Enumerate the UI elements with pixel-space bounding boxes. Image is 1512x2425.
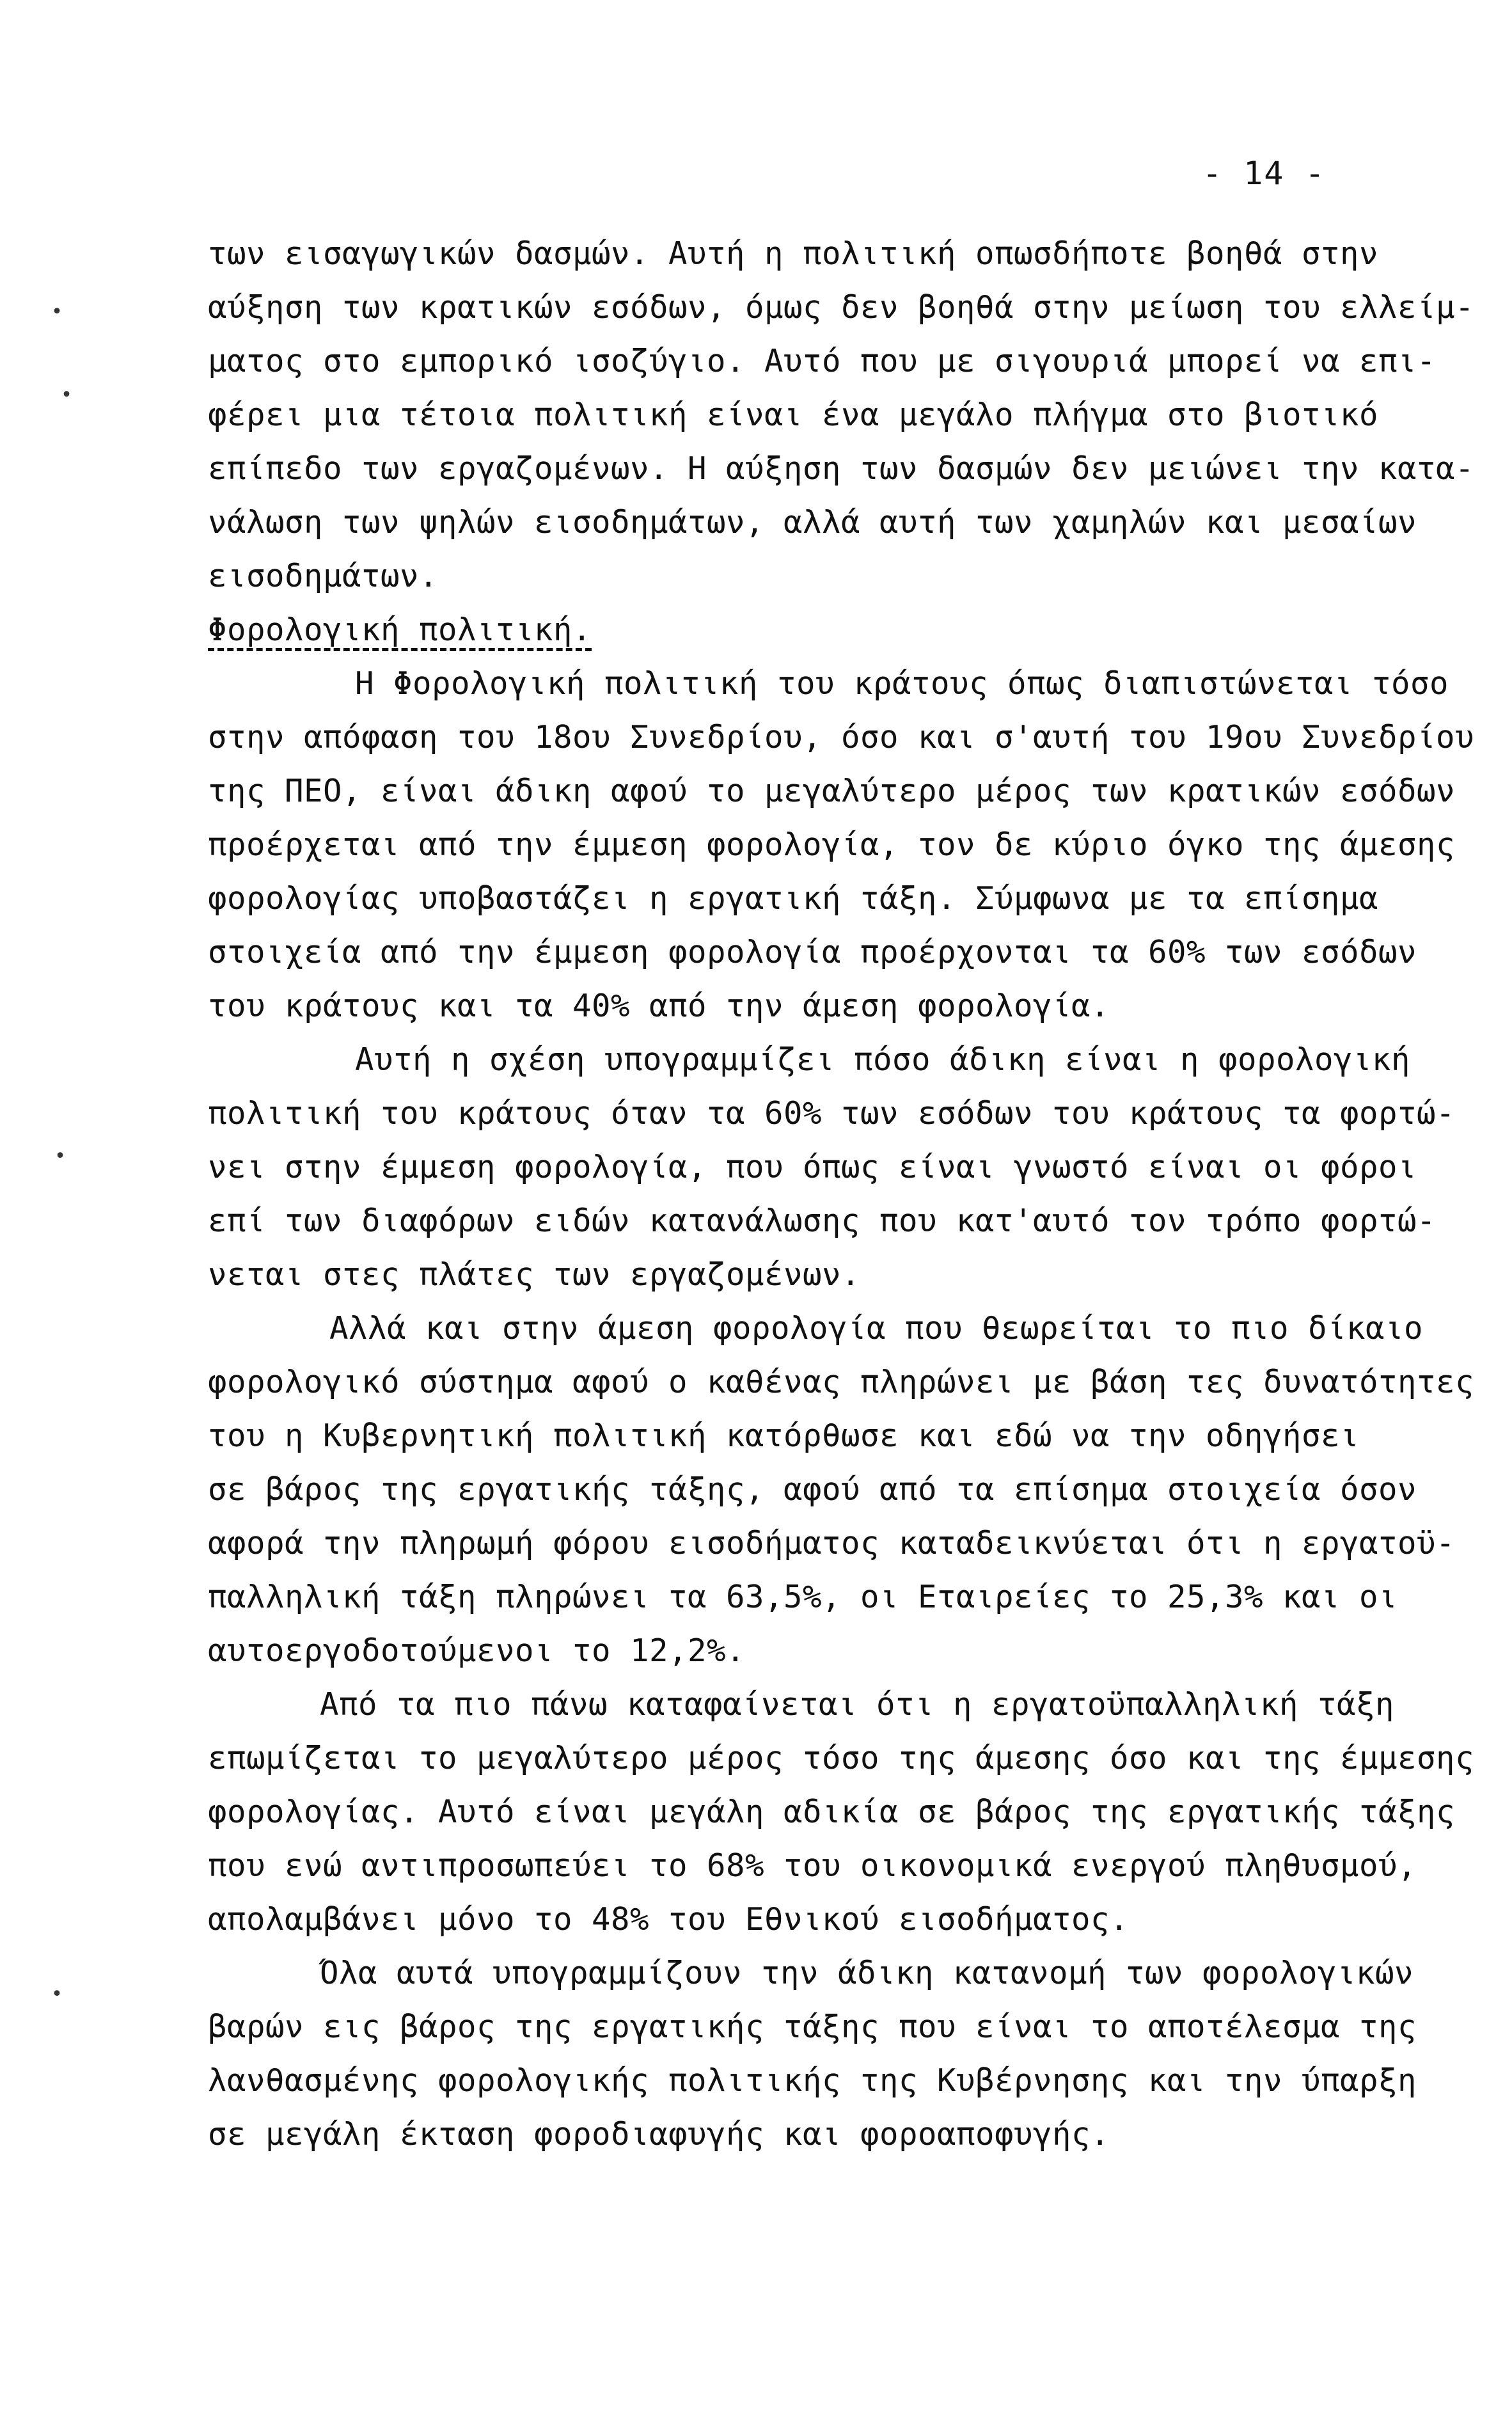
paragraph-first-line: Η Φορολογική πολιτική του κράτους όπως διαπιστώνεται τόσο (355, 665, 1449, 702)
body-line: επί των διαφόρων ειδών κατανάλωσης που κατ'αυτό τον τρόπο φορτώ- (208, 1203, 1437, 1239)
body-line: των εισαγωγικών δασμών. Αυτή η πολιτική οπωσδήποτε βοηθά στην (208, 235, 1379, 272)
body-line: φορολογίας υποβαστάζει η εργατική τάξη. Σύμφωνα με τα επίσημα (208, 880, 1379, 917)
body-line: λανθασμένης φορολογικής πολιτικής της Κυβέρνησης και την ύπαρξη (208, 2062, 1417, 2099)
body-line: εισοδημάτων. (208, 558, 439, 594)
body-line: προέρχεται από την έμμεση φορολογία, τον δε κύριο όγκο της άμεσης (208, 826, 1456, 863)
body-line: του κράτους και τα 40% από την άμεση φορολογία. (208, 988, 1110, 1024)
body-line: νει στην έμμεση φορολογία, που όπως είναι γνωστό είναι οι φόροι (208, 1149, 1417, 1185)
body-line: βαρών εις βάρος της εργατικής τάξης που είναι το αποτέλεσμα της (208, 2009, 1417, 2045)
body-line: νεται στες πλάτες των εργαζομένων. (208, 1256, 861, 1293)
body-line: αύξηση των κρατικών εσόδων, όμως δεν βοηθά στην μείωση του ελλείμ- (208, 289, 1475, 326)
body-line: επωμίζεται το μεγαλύτερο μέρος τόσο της άμεσης όσο και της έμμεσης (208, 1740, 1475, 1776)
body-line: φέρει μια τέτοια πολιτική είναι ένα μεγάλο πλήγμα στο βιοτικό (208, 397, 1379, 433)
body-line: φορολογίας. Αυτό είναι μεγάλη αδικία σε βάρος της εργατικής τάξης (208, 1794, 1456, 1830)
body-line: φορολογικό σύστημα αφού ο καθένας πληρώνει με βάση τες δυνατότητες (208, 1364, 1475, 1400)
scan-speck: • (54, 1145, 67, 1167)
body-line: σε βάρος της εργατικής τάξης, αφού από τα επίσημα στοιχεία όσον (208, 1471, 1417, 1508)
body-line: σε μεγάλη έκταση φοροδιαφυγής και φοροαποφυγής. (208, 2116, 1110, 2152)
body-line: απολαμβάνει μόνο το 48% του Εθνικού εισοδήματος. (208, 1901, 1130, 1938)
body-line: παλληλική τάξη πληρώνει τα 63,5%, οι Εταιρείες το 25,3% και οι (208, 1579, 1398, 1615)
scan-speck: • (51, 301, 63, 323)
body-line: αυτοεργοδοτούμενοι το 12,2%. (208, 1632, 746, 1669)
body-line: επίπεδο των εργαζομένων. Η αύξηση των δασμών δεν μειώνει την κατα- (208, 450, 1475, 487)
scan-speck: • (61, 384, 73, 406)
section-heading: Φορολογική πολιτική. (208, 612, 592, 648)
body-line: στοιχεία από την έμμεση φορολογία προέρχονται τα 60% των εσόδων (208, 934, 1417, 970)
paragraph-first-line: Αυτή η σχέση υπογραμμίζει πόσο άδικη είναι η φορολογική (355, 1041, 1411, 1078)
paragraph-first-line: Αλλά και στην άμεση φορολογία που θεωρείται το πιο δίκαιο (329, 1310, 1424, 1347)
paragraph-first-line: Από τα πιο πάνω καταφαίνεται ότι η εργατοϋπαλληλική τάξη (320, 1686, 1395, 1723)
section-heading-row (208, 603, 1481, 657)
body-line: του η Κυβερνητική πολιτική κατόρθωσε και εδώ να την οδηγήσει (208, 1418, 1360, 1454)
body-line: στην απόφαση του 18ου Συνεδρίου, όσο και σ'αυτή του 19ου Συνεδρίου (208, 719, 1475, 755)
body-line: νάλωση των ψηλών εισοδημάτων, αλλά αυτή των χαμηλών και μεσαίων (208, 504, 1417, 541)
body-line: αφορά την πληρωμή φόρου εισοδήματος καταδεικνύεται ότι η εργατοϋ- (208, 1525, 1456, 1561)
body-line: της ΠΕΟ, είναι άδικη αφού το μεγαλύτερο μέρος των κρατικών εσόδων (208, 773, 1456, 809)
document-body (208, 227, 1481, 2161)
paragraph-first-line: Όλα αυτά υπογραμμίζουν την άδικη κατανομή των φορολογικών (320, 1955, 1414, 1991)
scan-speck: • (51, 1983, 63, 2005)
body-line: πολιτική του κράτους όταν τα 60% των εσόδων του κράτους τα φορτώ- (208, 1095, 1456, 1132)
body-line: ματος στο εμπορικό ισοζύγιο. Αυτό που με σιγουριά μπορεί να επι- (208, 343, 1437, 379)
body-line: που ενώ αντιπροσωπεύει το 68% του οικονομικά ενεργού πληθυσμού, (208, 1847, 1417, 1884)
page-number: - 14 - (1202, 155, 1326, 192)
